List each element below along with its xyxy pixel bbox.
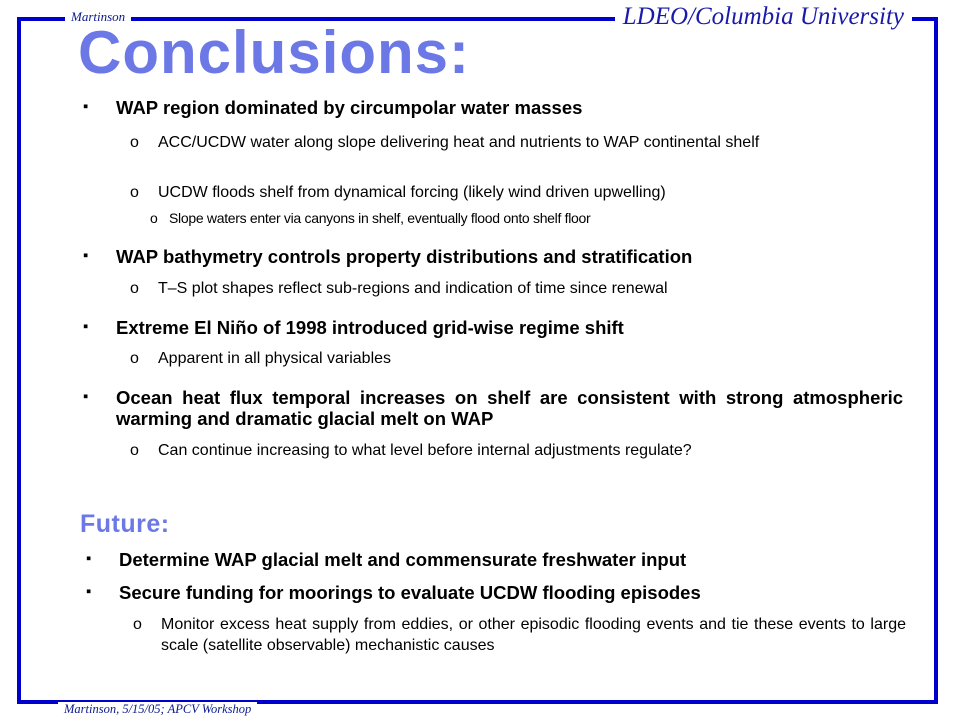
future-title: Future: <box>80 510 170 538</box>
square-bullet-icon: ▪ <box>83 247 89 264</box>
future-subbullet-text: Monitor excess heat supply from eddies, or other episodic flooding events and tie these events to large scale (satellite observable) mechanistic causes <box>161 616 906 654</box>
conclusion-bullet <box>83 387 903 429</box>
header-institution: LDEO/Columbia University <box>615 3 912 31</box>
conclusion-text: WAP bathymetry controls property distributions and stratification <box>116 246 693 267</box>
subbullet-text: Can continue increasing to what level before internal adjustments regulate? <box>158 442 692 459</box>
conclusion-subbullet <box>130 182 903 203</box>
subbullet-text: Apparent in all physical variables <box>158 350 392 367</box>
subbullet-text: T–S plot shapes reflect sub-regions and indication of time since renewal <box>158 280 668 297</box>
future-bullet <box>86 549 906 570</box>
future-bullet <box>86 582 906 603</box>
square-bullet-icon: ▪ <box>83 318 89 335</box>
conclusion-text: WAP region dominated by circumpolar water masses <box>116 97 583 118</box>
square-bullet-icon: ▪ <box>86 583 92 600</box>
conclusion-bullet <box>83 317 903 338</box>
conclusion-subbullet <box>130 440 903 461</box>
conclusion-subbullet <box>130 132 903 153</box>
circle-bullet-icon: o <box>130 350 139 367</box>
footer-credit: Martinson, 5/15/05; APCV Workshop <box>58 702 257 717</box>
subsubbullet-text: Slope waters enter via canyons in shelf, eventually flood onto shelf floor <box>169 210 591 226</box>
conclusion-text: Extreme El Niño of 1998 introduced grid-wise regime shift <box>116 317 624 338</box>
circle-bullet-icon: o <box>130 442 139 459</box>
square-bullet-icon: ▪ <box>86 550 92 567</box>
subbullet-text: UCDW floods shelf from dynamical forcing (likely wind driven upwelling) <box>158 184 666 201</box>
conclusions-title: Conclusions: <box>78 19 471 86</box>
circle-bullet-icon: o <box>133 616 142 633</box>
conclusion-subbullet <box>130 348 903 369</box>
square-bullet-icon: ▪ <box>83 388 89 405</box>
circle-bullet-icon: o <box>150 210 158 226</box>
future-text: Determine WAP glacial melt and commensurate freshwater input <box>119 549 687 570</box>
conclusion-subbullet <box>130 278 903 299</box>
subbullet-text: ACC/UCDW water along slope delivering heat and nutrients to WAP continental shelf <box>158 134 760 151</box>
conclusion-bullet <box>83 97 903 118</box>
circle-bullet-icon: o <box>130 134 139 151</box>
future-subbullet <box>133 614 906 656</box>
conclusion-text: Ocean heat flux temporal increases on shelf are consistent with strong atmospheric warming and dramatic glacial melt on WAP <box>116 387 903 429</box>
circle-bullet-icon: o <box>130 280 139 297</box>
circle-bullet-icon: o <box>130 184 139 201</box>
future-text: Secure funding for moorings to evaluate UCDW flooding episodes <box>119 582 701 603</box>
square-bullet-icon: ▪ <box>83 98 89 115</box>
conclusion-bullet <box>83 246 903 267</box>
conclusion-subsubbullet <box>150 209 903 227</box>
header-author: Martinson <box>65 9 131 25</box>
